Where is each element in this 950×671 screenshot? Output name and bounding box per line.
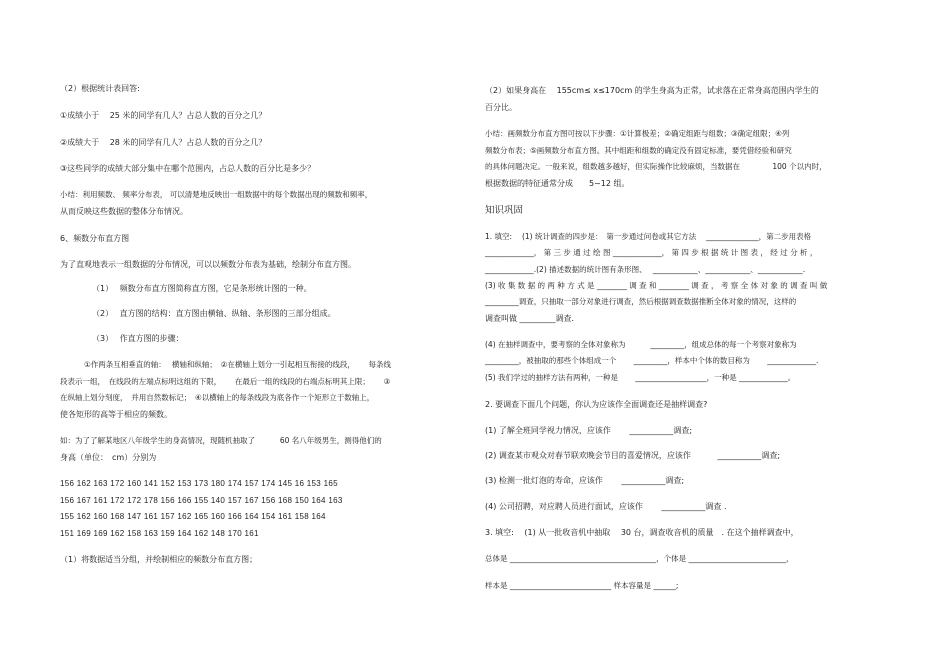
steps-line-2: 段表示一组， 在线段的左端点标明这组的下限， 在最后一组的线段的右端点标明其上限； ③ <box>60 377 391 386</box>
fill-1-line-9: (5) 我们学过的抽样方法有两种，一种是 ___________________，一种是 _____________。 <box>485 373 796 382</box>
steps-line-4: 使各矩形的高等于相应的频数。 <box>60 410 172 419</box>
fill-1-line-6: 调查叫做 _________调查． <box>485 314 580 323</box>
section-heading: （2）根据统计表回答: <box>60 84 140 93</box>
point-3: （3） 作直方图的步骤： <box>92 334 184 343</box>
question-normal-height: （2）如果身高在 155cm≤ x≤170cm 的学生身高为正常，试求落在正常身高范围内学生的 <box>485 86 819 95</box>
question-2-item-2: (2) 调查某市观众对春节联欢晚会节目的喜爱情况，应该作 ___________调查; <box>485 451 781 460</box>
question-3-population: 总体是 _______________________________________，个体是 __________________________， <box>485 554 794 563</box>
question-2-item-4: (4) 公司招聘，对应聘人员进行面试，应该作 ___________调查 . <box>485 502 727 511</box>
data-row-4: 151 169 169 162 158 163 159 164 162 148 170 161 <box>60 529 259 538</box>
question-2: ②成绩大于 28 米的同学有几人？占总人数的百分之几？ <box>60 138 267 147</box>
summary-line-2: 频数分布表；⑤画频数分布直方图。其中组距和组数的确定没有固定标准，要凭借经验和研究 <box>485 146 792 155</box>
question-3: ③这些同学的成绩大部分集中在哪个范围内，占总人数的百分比是多少？ <box>60 164 316 173</box>
steps-line-1: ①作两条互相垂直的轴： 横轴和纵轴； ②在横轴上划分一引起相互衔接的线段， 每条线 <box>84 360 391 369</box>
fill-1-line-4: (3) 收 集 数 据 的 两 种 方 式 是 ________ 调 查 和 ________ 调 查 ， 考 察 全 体 对 象 的 调 查 叫 做 <box>485 281 828 290</box>
summary-line-3: 的具体问题决定。一般来说，组数越多越好，但实际操作比较麻烦，当数据在 100 个以内时， <box>485 162 827 171</box>
question-3-sample: 样本是 ___________________________ 样本容量是 ______; <box>485 581 679 590</box>
fill-1-line-5: _________调查，只抽取一部分对象进行调查，然后根据调查数据推断全体对象的情况，这样的 <box>485 297 797 306</box>
question-2-title: 2. 要调查下面几个问题，你认为应该作全面调查还是抽样调查? <box>485 400 708 409</box>
fill-1-line-8: _________，被抽取的那些个体组成一个 _________，样本中个体的数目称为 _____________. <box>485 356 819 365</box>
fill-1-line-7: (4) 在抽样调查中，要考察的全体对象称为 _________，组成总体的每一个考察对象称为 <box>485 340 797 349</box>
summary-line-1: 小结：利用频数、 频率分布表， 可以清楚地反映出一组数据中的每个数据出现的频数和频率， <box>60 190 373 199</box>
example-line-2: 身高（单位： cm）分别为 <box>60 453 157 462</box>
question-3-title: 3. 填空: (1) 从一批收音机中抽取 30 台，调查收音机的质量 . 在这个抽样调查中， <box>485 528 799 537</box>
paragraph-intro: 为了直观地表示一组数据的分布情况，可以以频数分布表为基础，绘制分布直方图。 <box>60 260 356 269</box>
question-normal-height-cont: 百分比。 <box>485 103 517 112</box>
question-1: ①成绩小于 25 米的同学有几人？占总人数的百分之几？ <box>60 111 267 120</box>
point-1: （1） 频数分布直方图简称直方图，它是条形统计图的一种。 <box>92 284 312 293</box>
question-2-item-3: (3) 检测一批灯泡的寿命，应该作 ___________调查; <box>485 476 685 485</box>
data-row-1: 156 162 163 172 160 141 152 153 173 180 174 157 174 145 16 153 165 <box>60 479 338 488</box>
task-1: （1）将数据适当分组，并绘制相应的频数分布直方图； <box>60 555 258 564</box>
point-2: （2） 直方图的结构：直方图由横轴、纵轴、条形图的三部分组成。 <box>92 309 336 318</box>
section-title-histogram: 6、频数分布直方图 <box>60 234 130 243</box>
data-row-3: 155 162 160 168 147 161 157 162 165 160 166 164 154 161 158 164 <box>60 512 326 521</box>
example-line-1: 如：为了了解某地区八年级学生的身高情况，现随机抽取了 60 名八年级男生，测得他们的 <box>60 436 382 445</box>
fill-1-line-1: 1. 填空: (1) 统计调查的四步是： 第一步通过问卷或其它方法 ______________，第二步用表格 <box>485 232 812 241</box>
summary-line-2: 从而反映这些数据的整体分布情况。 <box>60 207 188 216</box>
section-title-review: 知识巩固 <box>485 205 524 216</box>
steps-line-3: 在纵轴上划分刻度， 并用自然数标记； ④以横轴上的每条线段为底各作一个矩形立于数轴上， <box>60 393 375 402</box>
summary-line-4: 根据数据的特征通常分成 5~12 组。 <box>485 179 630 188</box>
question-2-item-1: (1) 了解全班同学视力情况，应该作 ___________调查; <box>485 426 693 435</box>
data-row-2: 156 167 161 172 172 178 156 166 155 140 157 167 156 168 150 164 163 <box>60 496 343 505</box>
fill-1-line-3: _____________.(2) 描述数据的统计图有条形图、 ____________、____________、____________. <box>485 265 806 274</box>
summary-line-1: 小结：画频数分布直方图可按以下步骤：①计算极差；②确定组距与组数；③确定组限；④列 <box>485 129 790 138</box>
fill-1-line-2: _____________， 第 三 步 通 过 绘 图 _____________， 第 四 步 根 据 统 计 图 表 ， 经 过 分 析 ， <box>485 248 818 257</box>
